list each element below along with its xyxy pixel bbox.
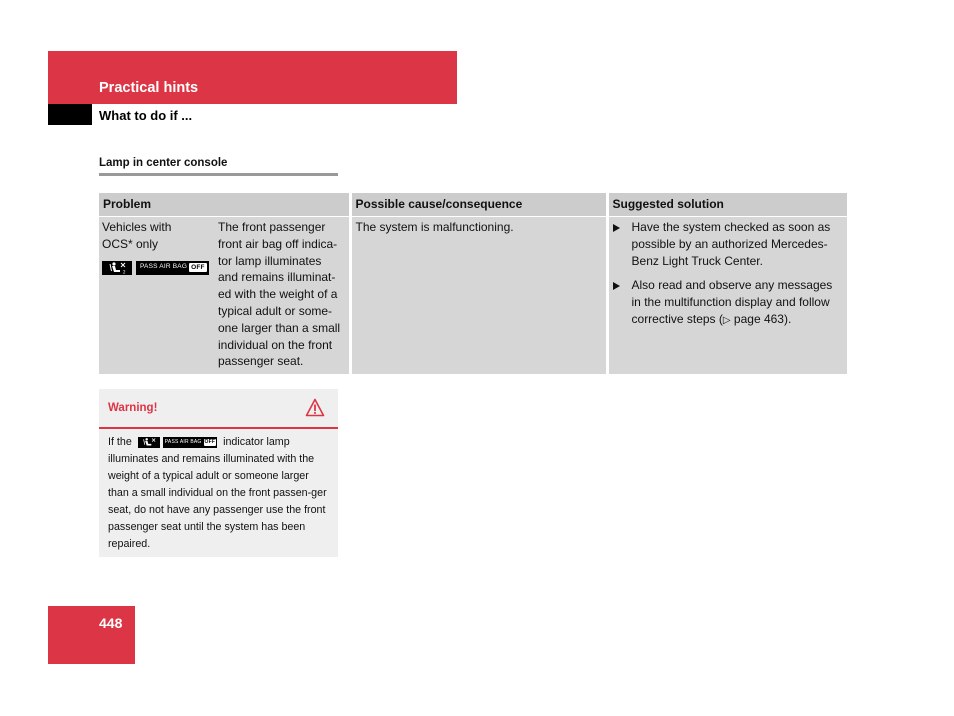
condition-cell (99, 217, 214, 374)
badge-off: OFF (191, 264, 205, 272)
seat-occupant-icon (138, 437, 160, 448)
solution-text: Have the system checked as soon as possible by an authorized Mercedes-Benz Light Truck Center. (631, 220, 831, 268)
topic-title: Lamp in center console (99, 157, 228, 169)
seat-occupant-icon (102, 261, 132, 275)
section-title: Practical hints (99, 80, 199, 96)
badge-off: OFF (204, 438, 216, 445)
svg-text:2: 2 (123, 269, 126, 275)
warning-text-part: indicator lamp illuminates and remains illuminated with the weight of a typical adult or someone larger than a small individual on the front passen-ger seat, do not have any passenger use the front passenger seat until the system has been repaired. (108, 436, 327, 550)
warning-box (99, 389, 338, 557)
warning-triangle-icon (305, 398, 325, 422)
page-ref-arrow-icon: ▷ (722, 314, 731, 326)
bullet-arrow-icon (613, 224, 620, 232)
subsection-marker (48, 104, 92, 125)
condition-text: Vehicles with OCS* only (102, 220, 172, 251)
warning-header (99, 389, 338, 429)
solution-item (613, 219, 844, 269)
pass-airbag-off-badge (136, 261, 209, 275)
solution-text-part: ). (783, 311, 792, 326)
solution-text-part: Also read and observe any messages in the multifunction display and follow corrective steps ( (631, 278, 833, 326)
page-reference[interactable]: page 463 (733, 311, 784, 326)
table-row (99, 217, 847, 374)
bullet-arrow-icon (613, 282, 620, 290)
pass-airbag-off-badge (163, 437, 217, 448)
subsection-title: What to do if ... (99, 108, 193, 123)
warning-title: Warning! (108, 402, 158, 414)
header-problem: Problem (99, 193, 350, 217)
header-solution: Suggested solution (607, 193, 847, 217)
warning-text-part: If the (108, 436, 132, 448)
badge-label: PASS AIR BAG (140, 263, 188, 271)
solution-text (632, 277, 844, 329)
page-number: 448 (99, 615, 123, 631)
troubleshooting-table (99, 193, 847, 374)
solution-item (613, 277, 844, 329)
warning-text (99, 429, 338, 553)
header-cause: Possible cause/consequence (350, 193, 607, 217)
cause-cell: The system is malfunctioning. (350, 217, 607, 374)
indicator-lamp (102, 261, 210, 275)
header-band (48, 51, 457, 104)
problem-cell: The front passenger front air bag off indica-tor lamp illuminates and remains illuminat-ed with the weight of a typical adult or some-one larger than a small individual on the front passenger seat. (214, 217, 350, 374)
indicator-lamp (138, 437, 217, 448)
badge-label: PASS AIR BAG (164, 438, 202, 445)
topic-rule (99, 173, 338, 176)
solution-cell (607, 217, 847, 374)
table-header-row (99, 193, 847, 217)
